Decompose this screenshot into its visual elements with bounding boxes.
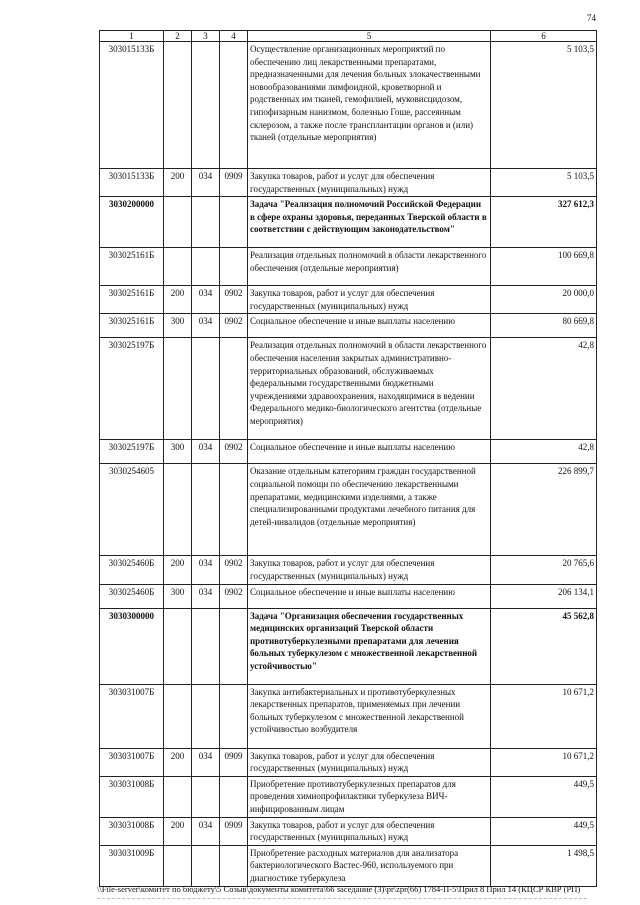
cell-code: 303025460Б xyxy=(100,584,164,608)
cell-code: 303025161Б xyxy=(100,248,164,286)
table-row xyxy=(100,286,597,314)
cell-description: Социальное обеспечение и иные выплаты населению xyxy=(248,584,491,608)
cell-subsection xyxy=(220,42,248,169)
cell-vr xyxy=(164,197,192,248)
cell-code: 303015133Б xyxy=(100,169,164,197)
page-number: 74 xyxy=(587,13,596,23)
cell-amount: 5 103,5 xyxy=(491,42,597,169)
cell-subsection xyxy=(220,338,248,440)
cell-subsection xyxy=(220,197,248,248)
table-row xyxy=(100,169,597,197)
cell-code: 303025197Б xyxy=(100,338,164,440)
cell-code: 3030200000 xyxy=(100,197,164,248)
table-row xyxy=(100,197,597,248)
cell-section: 034 xyxy=(192,169,220,197)
cell-subsection xyxy=(220,608,248,684)
cell-description: Приобретение расходных материалов для анализатора бактериологического Вастес-960, используемого при диагностике туберкулеза xyxy=(248,845,491,886)
cell-subsection: 0902 xyxy=(220,556,248,584)
cell-amount: 10 671,2 xyxy=(491,748,597,776)
cell-amount: 20 765,6 xyxy=(491,556,597,584)
table-row xyxy=(100,338,597,440)
cell-code: 303025161Б xyxy=(100,314,164,338)
cell-vr: 200 xyxy=(164,169,192,197)
cell-section xyxy=(192,845,220,886)
cell-description: Задача "Реализация полномочий Российской Федерации в сфере охраны здоровья, переданных Тверской области в соответствии с действующим законодательством" xyxy=(248,197,491,248)
cell-subsection: 0909 xyxy=(220,169,248,197)
cell-description: Оказание отдельным категориям граждан государственной социальной помощи по обеспечению лекарственными препаратами, медицинскими изделиями, а также специализированными продуктами лечебного питания для детей-инвалидов (отдельные мероприятия) xyxy=(248,464,491,556)
cell-code: 303031008Б xyxy=(100,817,164,845)
cell-description: Закупка товаров, работ и услуг для обеспечения государственных (муниципальных) нужд xyxy=(248,286,491,314)
cell-description: Социальное обеспечение и иные выплаты населению xyxy=(248,440,491,464)
cell-subsection xyxy=(220,248,248,286)
budget-table xyxy=(99,30,597,887)
cell-description: Закупка товаров, работ и услуг для обеспечения государственных (муниципальных) нужд xyxy=(248,817,491,845)
cell-code: 303031008Б xyxy=(100,776,164,817)
cell-section: 034 xyxy=(192,817,220,845)
cell-amount: 10 671,2 xyxy=(491,684,597,748)
cell-vr xyxy=(164,684,192,748)
cell-section: 034 xyxy=(192,584,220,608)
column-header: 1 xyxy=(100,31,164,42)
table-row xyxy=(100,584,597,608)
column-header: 5 xyxy=(248,31,491,42)
cell-vr: 300 xyxy=(164,584,192,608)
cell-vr xyxy=(164,776,192,817)
cell-code: 3030300000 xyxy=(100,608,164,684)
cell-amount: 42,8 xyxy=(491,338,597,440)
cell-vr xyxy=(164,464,192,556)
cell-subsection: 0902 xyxy=(220,584,248,608)
table-row xyxy=(100,845,597,886)
cell-amount: 226 899,7 xyxy=(491,464,597,556)
cell-code: 303031007Б xyxy=(100,748,164,776)
cell-section xyxy=(192,776,220,817)
cell-description: Реализация отдельных полномочий в области лекарственного обеспечения населения закрытых административно-территориальных образований, обслуживаемых федеральными государственными бюджетными учреждениями здравоохранения, находящимися в ведении Федерального медико-биологического агентства (отдельные мероприятия) xyxy=(248,338,491,440)
cell-vr: 200 xyxy=(164,748,192,776)
cell-subsection xyxy=(220,684,248,748)
table-row xyxy=(100,42,597,169)
cell-amount: 449,5 xyxy=(491,817,597,845)
cell-section xyxy=(192,248,220,286)
cell-section xyxy=(192,464,220,556)
cell-description: Закупка антибактериальных и противотуберкулезных лекарственных препаратов, применяемых при лечении больных туберкулезом с множественной лекарственной устойчивостью возбудителя xyxy=(248,684,491,748)
table-row xyxy=(100,817,597,845)
cell-vr xyxy=(164,338,192,440)
cell-description: Закупка товаров, работ и услуг для обеспечения государственных (муниципальных) нужд xyxy=(248,748,491,776)
cell-description: Социальное обеспечение и иные выплаты населению xyxy=(248,314,491,338)
cell-section: 034 xyxy=(192,286,220,314)
cell-description: Осуществление организационных мероприятий по обеспечению лиц лекарственными препаратами, предназначенными для лечения больных злокачественными новообразованиями лимфоидной, кроветворной и родственных им тканей, гемофилией, муковисцидозом, гипофизарным нанизмом, болезнью Гоше, рассеянным склерозом, а также после трансплантации органов и (или) тканей (отдельные мероприятия) xyxy=(248,42,491,169)
cell-amount: 45 562,8 xyxy=(491,608,597,684)
column-header: 6 xyxy=(491,31,597,42)
cell-subsection xyxy=(220,464,248,556)
cell-code: 303015133Б xyxy=(100,42,164,169)
cell-subsection: 0909 xyxy=(220,748,248,776)
table-header-row xyxy=(100,31,597,42)
cell-description: Закупка товаров, работ и услуг для обеспечения государственных (муниципальных) нужд xyxy=(248,169,491,197)
cell-vr: 200 xyxy=(164,817,192,845)
column-header: 4 xyxy=(220,31,248,42)
cell-amount: 80 669,8 xyxy=(491,314,597,338)
cell-amount: 20 000,0 xyxy=(491,286,597,314)
cell-amount: 206 134,1 xyxy=(491,584,597,608)
cell-section: 034 xyxy=(192,748,220,776)
cell-vr xyxy=(164,42,192,169)
cell-subsection: 0902 xyxy=(220,286,248,314)
cell-code: 303025161Б xyxy=(100,286,164,314)
cell-subsection: 0909 xyxy=(220,817,248,845)
cell-description: Приобретение противотуберкулезных препаратов для проведения химиопрофилактики туберкулеза ВИЧ-инфицированным лицам xyxy=(248,776,491,817)
cell-section xyxy=(192,42,220,169)
column-header: 3 xyxy=(192,31,220,42)
cell-section xyxy=(192,684,220,748)
cell-vr xyxy=(164,608,192,684)
cell-vr xyxy=(164,845,192,886)
footer-divider xyxy=(97,898,587,900)
cell-vr: 300 xyxy=(164,440,192,464)
cell-vr: 200 xyxy=(164,556,192,584)
table-row xyxy=(100,440,597,464)
cell-description: Задача "Организация обеспечения государственных медицинских организаций Тверской области противотуберкулезными препаратами для лечения больных туберкулезом с множественной лекарственной устойчивостью" xyxy=(248,608,491,684)
cell-section xyxy=(192,608,220,684)
cell-vr: 300 xyxy=(164,314,192,338)
cell-amount: 5 103,5 xyxy=(491,169,597,197)
cell-description: Реализация отдельных полномочий в области лекарственного обеспечения (отдельные мероприятия) xyxy=(248,248,491,286)
table-row xyxy=(100,776,597,817)
table-row xyxy=(100,248,597,286)
cell-vr xyxy=(164,248,192,286)
table-row xyxy=(100,314,597,338)
cell-subsection xyxy=(220,845,248,886)
cell-code: 303031007Б xyxy=(100,684,164,748)
cell-code: 3030254605 xyxy=(100,464,164,556)
column-header: 2 xyxy=(164,31,192,42)
table-row xyxy=(100,556,597,584)
cell-amount: 100 669,8 xyxy=(491,248,597,286)
file-path-footer: \\File-server\комитет по бюджету\5 Созыв\документы комитета\66 заседание (3)\pr\zpr(66) 1784-П-5\Прил 8 Прил 14 (КЦСР КВР (РП) xyxy=(97,884,581,894)
cell-section: 034 xyxy=(192,440,220,464)
cell-description: Закупка товаров, работ и услуг для обеспечения государственных (муниципальных) нужд xyxy=(248,556,491,584)
cell-amount: 327 612,3 xyxy=(491,197,597,248)
cell-amount: 1 498,5 xyxy=(491,845,597,886)
cell-amount: 449,5 xyxy=(491,776,597,817)
cell-amount: 42,8 xyxy=(491,440,597,464)
table-row xyxy=(100,464,597,556)
cell-code: 303031009Б xyxy=(100,845,164,886)
cell-section: 034 xyxy=(192,314,220,338)
cell-vr: 200 xyxy=(164,286,192,314)
cell-subsection: 0902 xyxy=(220,314,248,338)
cell-section xyxy=(192,338,220,440)
table-row xyxy=(100,748,597,776)
cell-subsection xyxy=(220,776,248,817)
cell-section xyxy=(192,197,220,248)
cell-code: 303025197Б xyxy=(100,440,164,464)
cell-subsection: 0902 xyxy=(220,440,248,464)
table-row xyxy=(100,684,597,748)
cell-section: 034 xyxy=(192,556,220,584)
table-row xyxy=(100,608,597,684)
cell-code: 303025460Б xyxy=(100,556,164,584)
